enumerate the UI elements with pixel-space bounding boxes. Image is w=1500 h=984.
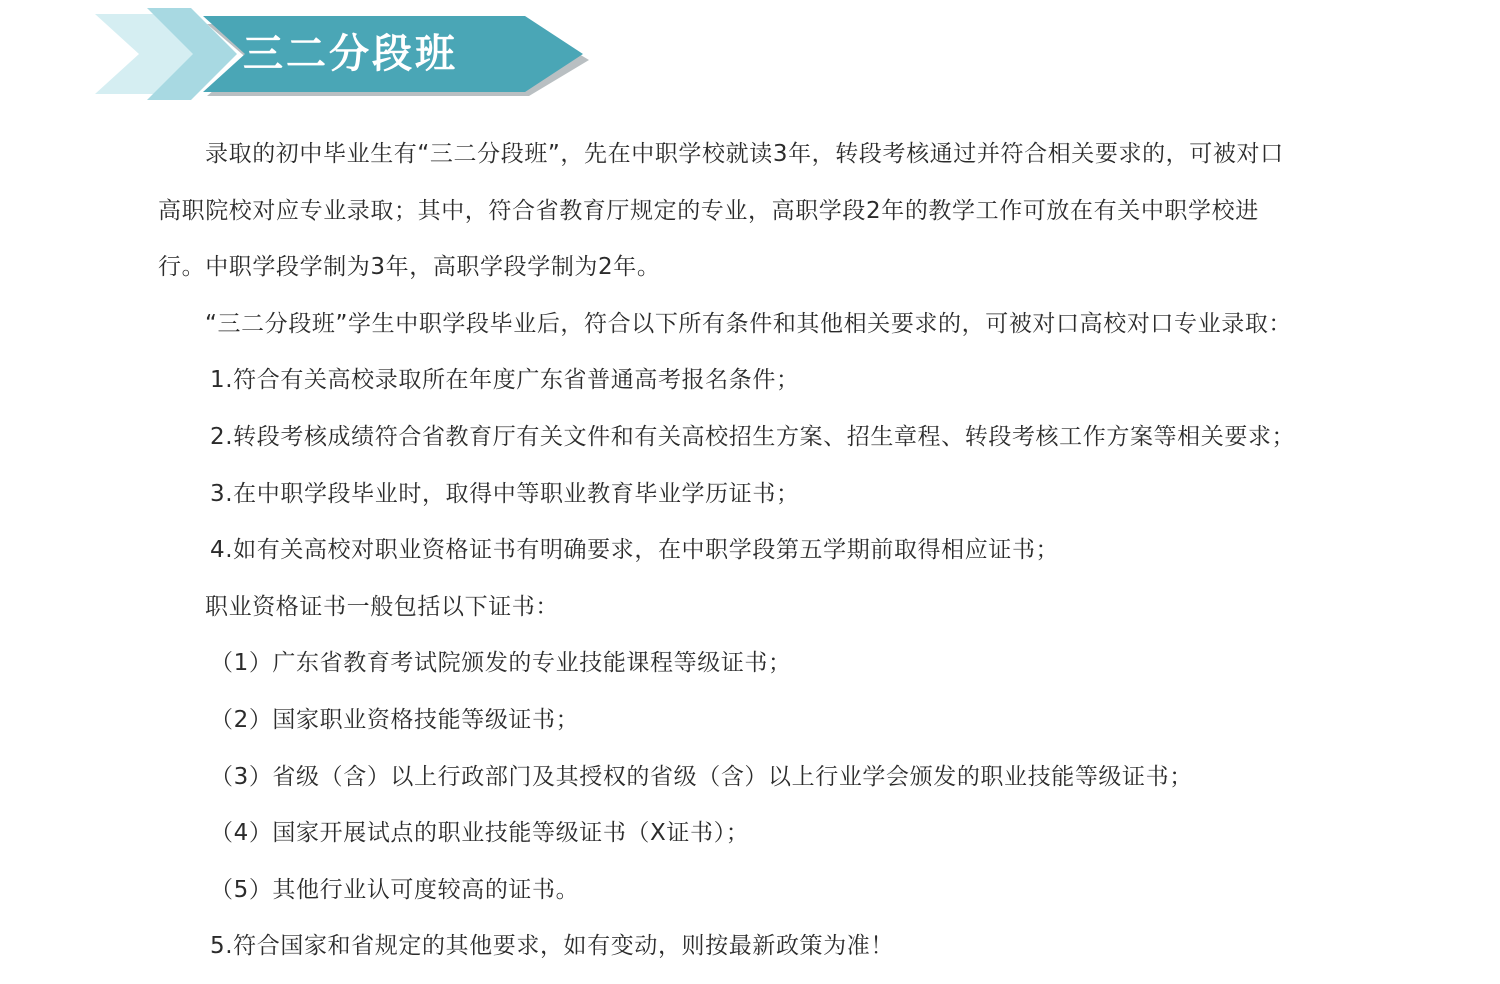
section-title: 三二分段班 xyxy=(243,31,458,77)
final-condition: 5.符合国家和省规定的其他要求，如有变动，则按最新政策为准！ xyxy=(210,933,894,960)
paragraph-1-line-3: 行。中职学段学制为3年，高职学段学制为2年。 xyxy=(158,254,661,281)
document-body xyxy=(158,126,1398,975)
certificate-item: （5）其他行业认可度较高的证书。 xyxy=(210,876,580,903)
paragraph-2: “三二分段班”学生中职学段毕业后，符合以下所有条件和其他相关要求的，可被对口高校对口专业录取： xyxy=(205,310,1293,337)
certificate-item: （3）省级（含）以上行政部门及其授权的省级（含）以上行业学会颁发的职业技能等级证书； xyxy=(210,763,1193,790)
condition-item: 1.符合有关高校录取所在年度广东省普通高考报名条件； xyxy=(210,367,800,394)
certificate-item: （2）国家职业资格技能等级证书； xyxy=(210,706,580,733)
certificate-item: （1）广东省教育考试院颁发的专业技能课程等级证书； xyxy=(210,650,792,677)
condition-item: 4.如有关高校对职业资格证书有明确要求，在中职学段第五学期前取得相应证书； xyxy=(210,537,1060,564)
certificate-item: （4）国家开展试点的职业技能等级证书（X证书）； xyxy=(210,820,750,847)
paragraph-1-line-2: 高职院校对应专业录取；其中，符合省教育厅规定的专业，高职学段2年的教学工作可放在有关中职学校进 xyxy=(158,197,1259,224)
condition-item: 2.转段考核成绩符合省教育厅有关文件和有关高校招生方案、招生章程、转段考核工作方案等相关要求； xyxy=(210,423,1296,450)
paragraph-1-line-1: 录取的初中毕业生有“三二分段班”，先在中职学校就读3年，转段考核通过并符合相关要求的，可被对口 xyxy=(205,141,1284,167)
section-header-banner xyxy=(95,8,595,100)
condition-item: 3.在中职学段毕业时，取得中等职业教育毕业学历证书； xyxy=(210,480,800,507)
certificate-intro: 职业资格证书一般包括以下证书： xyxy=(205,593,559,620)
